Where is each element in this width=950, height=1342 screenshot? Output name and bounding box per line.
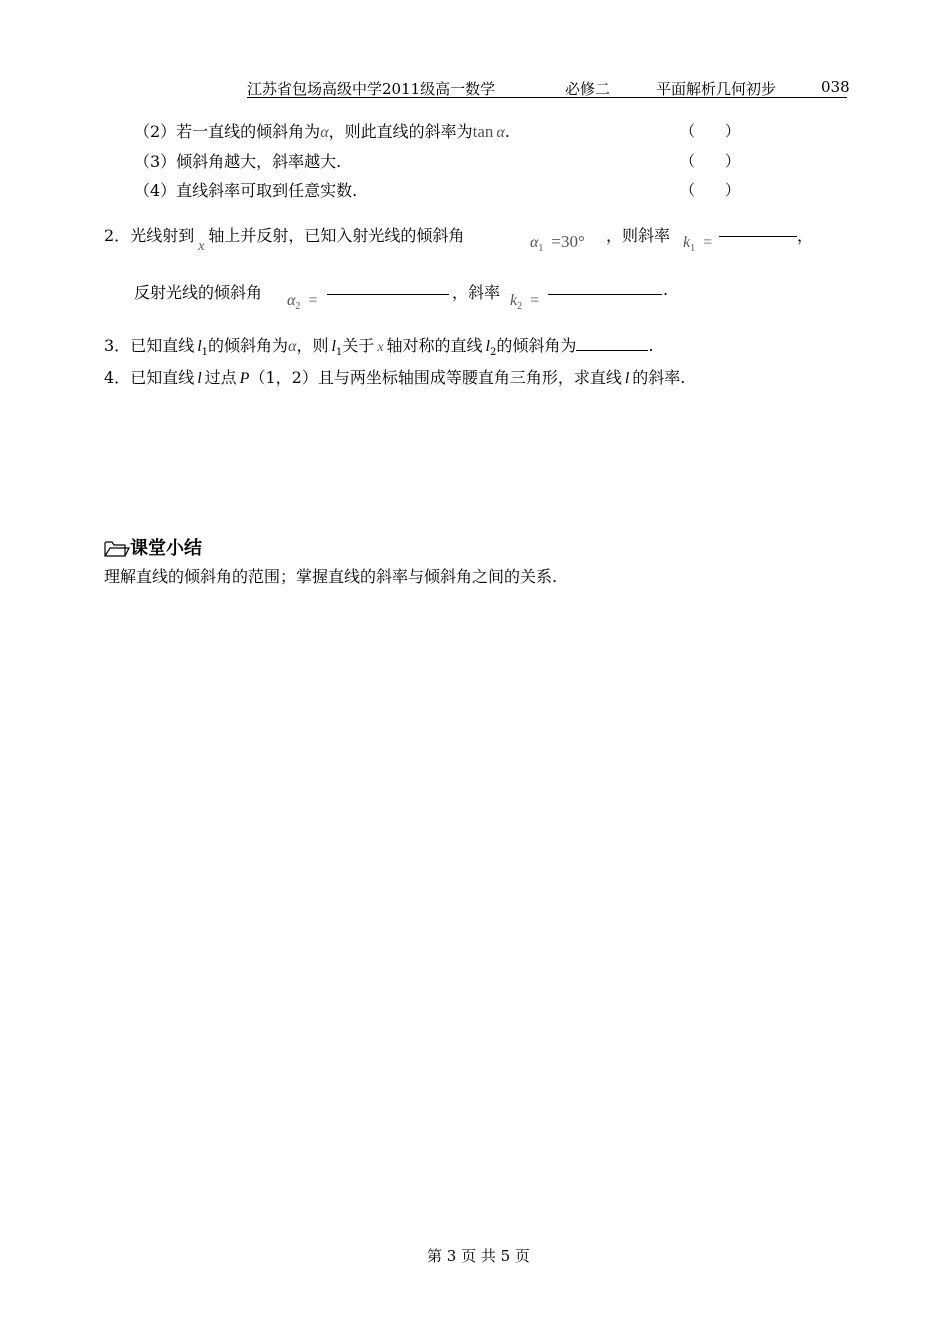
tan-symbol: tan — [472, 122, 494, 141]
header-rule — [247, 97, 847, 98]
judgment-2-end: . — [504, 122, 510, 141]
q3-answer-blank[interactable] — [576, 336, 648, 351]
subscript-2: 2 — [517, 301, 523, 312]
l-symbol: l — [331, 338, 336, 355]
alpha-symbol: α — [496, 124, 505, 141]
header-course: 必修二 — [565, 80, 611, 98]
q4-text-1: 已知直线 — [130, 368, 195, 387]
equals-sign: = — [308, 292, 318, 309]
q3-text-3: ，则 — [296, 336, 329, 355]
header-school: 江苏省包场高级中学2011级高一数学 — [247, 80, 496, 98]
q2-text-2: 轴上并反射，已知入射光线的倾斜角 — [208, 226, 465, 245]
header-chapter: 平面解析几何初步 — [656, 80, 777, 98]
judgment-2-text-a: （2）若一直线的倾斜角为 — [134, 122, 321, 141]
question-2 — [104, 223, 465, 254]
summary-heading — [104, 534, 202, 561]
alpha-symbol: α — [288, 338, 297, 355]
q2-period: . — [663, 280, 669, 299]
question-3 — [104, 333, 653, 358]
subscript-2: 2 — [295, 301, 301, 312]
q2-text-3: ，则斜率 — [606, 226, 671, 245]
equals-sign: = — [530, 292, 540, 309]
p-symbol: P — [239, 370, 250, 387]
judgment-4: （4）直线斜率可取到任意实数. — [134, 181, 358, 200]
q2-text-5: ，斜率 — [452, 283, 501, 302]
judgment-3-answer-paren[interactable]: （ ） — [680, 152, 741, 170]
k-symbol: k — [683, 234, 691, 251]
subscript-1: 1 — [335, 347, 343, 358]
question-2-number: 2． — [104, 226, 131, 245]
header-number: 038 — [821, 78, 850, 96]
alpha2-expression — [287, 290, 317, 312]
q3-text-1: 已知直线 — [130, 336, 195, 355]
subscript-1: 1 — [690, 243, 696, 254]
equals-sign: = — [703, 234, 713, 251]
judgment-4-answer-paren[interactable]: （ ） — [680, 181, 741, 199]
alpha1-expression — [530, 232, 585, 254]
q2-text-1: 光线射到 — [130, 226, 195, 245]
folder-icon — [104, 540, 130, 561]
x-symbol: x — [377, 340, 384, 355]
q3-period: . — [648, 336, 654, 355]
l-symbol: l — [197, 370, 202, 387]
k2-answer-blank[interactable] — [548, 280, 662, 295]
k-symbol: k — [510, 292, 518, 309]
q3-text-6: 的倾斜角为 — [496, 336, 577, 355]
subscript-2: 2 — [490, 347, 497, 358]
question-4 — [104, 365, 685, 388]
k1-answer-blank[interactable] — [719, 222, 797, 237]
l-symbol: l — [485, 338, 490, 355]
judgment-2-answer-paren[interactable]: （ ） — [680, 122, 741, 140]
judgment-2-text-b: ，则此直线的斜率为 — [328, 122, 473, 141]
q3-text-4: 关于 — [342, 336, 375, 355]
l-symbol: l — [197, 338, 202, 355]
x-symbol: x — [198, 239, 205, 254]
k2-expression — [510, 290, 539, 312]
q3-text-5: 轴对称的直线 — [386, 336, 483, 355]
summary-text: 理解直线的倾斜角的范围；掌握直线的斜率与倾斜角之间的关系. — [104, 567, 558, 586]
k1-expression — [683, 232, 712, 254]
q4-text-3: （1，2）且与两坐标轴围成等腰直角三角形，求直线 — [249, 368, 622, 387]
question-3-number: 3． — [104, 336, 131, 355]
q2-comma: ， — [797, 226, 814, 245]
page-footer: 第 3 页 共 5 页 — [427, 1247, 530, 1265]
subscript-1: 1 — [538, 243, 544, 254]
alpha1-value: =30° — [551, 232, 585, 251]
judgment-3: （3）倾斜角越大，斜率越大. — [134, 152, 342, 171]
alpha-symbol: α — [530, 234, 539, 251]
judgment-2 — [134, 119, 510, 142]
alpha2-answer-blank[interactable] — [327, 280, 449, 295]
summary-title: 课堂小结 — [130, 538, 202, 559]
alpha-symbol: α — [287, 292, 296, 309]
q4-text-4: 的斜率. — [632, 368, 686, 387]
subscript-1: 1 — [201, 347, 209, 358]
l-symbol: l — [624, 370, 630, 387]
q4-text-2: 过点 — [204, 368, 237, 387]
q2-text-4: 反射光线的倾斜角 — [134, 283, 263, 302]
q3-text-2: 的倾斜角为 — [208, 336, 289, 355]
question-4-number: 4． — [104, 368, 131, 387]
alpha-symbol: α — [320, 124, 329, 141]
